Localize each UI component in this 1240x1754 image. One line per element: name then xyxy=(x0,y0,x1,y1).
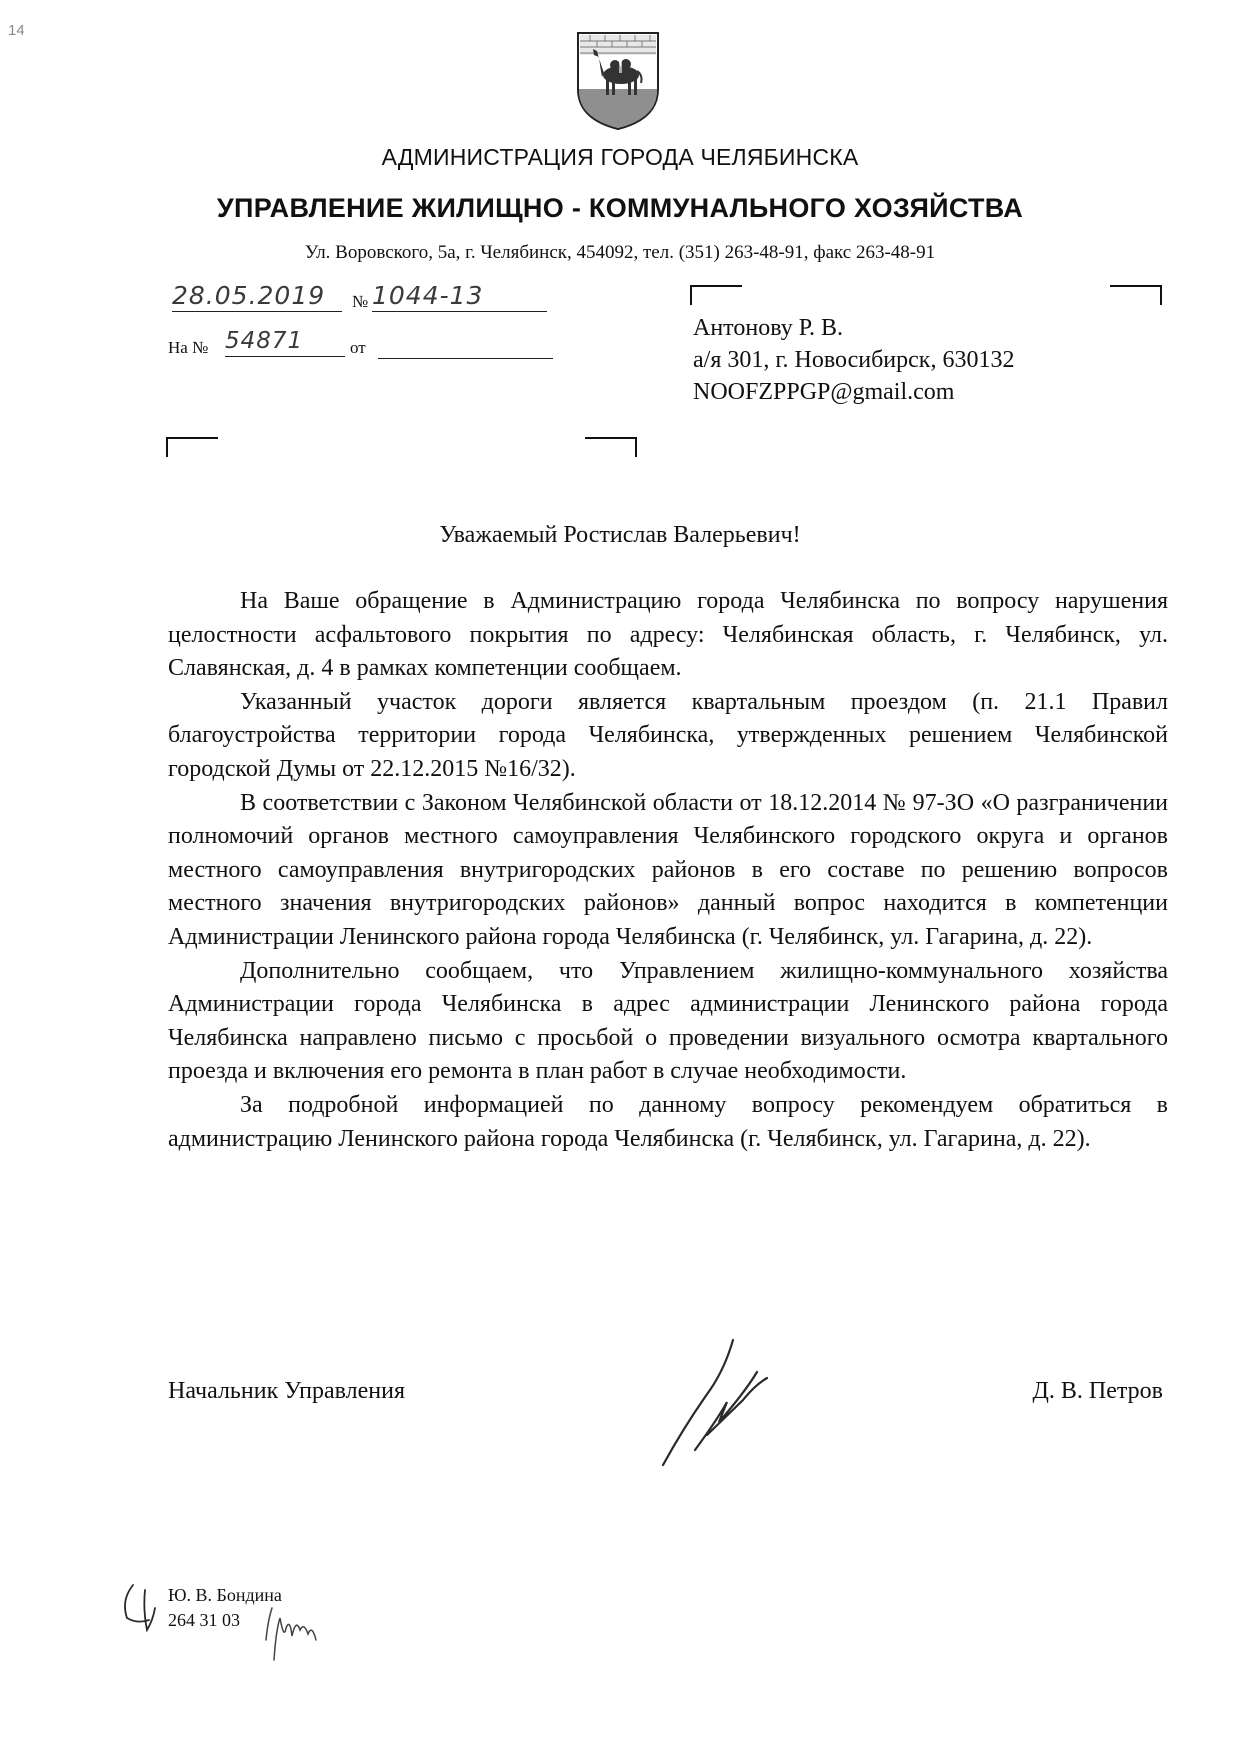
body-paragraph: На Ваше обращение в Администрацию города Челябинска по вопросу нарушения целостности асфальтового покрытия по адресу: Челябинская область, г. Челябинск, ул. Славянская, д. 4 в рамках компетенции сообщаем. xyxy=(168,588,1168,682)
outgoing-number: 1044-13 xyxy=(372,281,547,312)
body-paragraph: За подробной информацией по данному вопросу рекомендуем обратиться в администрацию Ленинского района города Челябинска (г. Челябинск, ул. Гагарина, д. 22). xyxy=(168,1091,1168,1152)
recipient-address: а/я 301, г. Новосибирск, 630132 xyxy=(693,347,1015,373)
outgoing-date: 28.05.2019 xyxy=(172,281,342,312)
recipient-email: NOOFZPPGP@gmail.com xyxy=(693,379,955,405)
address-bracket-top-left xyxy=(690,285,742,305)
page-corner-note: 14 xyxy=(8,22,25,39)
note-bracket-right xyxy=(585,437,637,457)
body-paragraph: Дополнительно сообщаем, что Управлением жилищно-коммунального хозяйства Администрации города Челябинска в адрес администрации Ленинского района города Челябинска направлено письмо с просьбой о проведении визуального осмотра квартального проезда и включения его ремонта в план работ в случае необходимости. xyxy=(168,957,1168,1085)
incoming-date xyxy=(378,330,553,359)
address-bracket-top-right xyxy=(1110,285,1162,305)
signatory-title: Начальник Управления xyxy=(168,1378,405,1404)
department-address: Ул. Воровского, 5а, г. Челябинск, 454092, тел. (351) 263-48-91, факс 263-48-91 xyxy=(304,242,936,263)
letter-body xyxy=(168,585,1168,1156)
recipient-name: Антонову Р. В. xyxy=(693,315,844,341)
incoming-number: 54871 xyxy=(225,328,345,357)
department-name: УПРАВЛЕНИЕ ЖИЛИЩНО - КОММУНАЛЬНОГО ХОЗЯЙСТВА xyxy=(216,193,1024,223)
salutation: Уважаемый Ростислав Валерьевич! xyxy=(439,522,801,548)
organization-name: АДМИНИСТРАЦИЯ ГОРОДА ЧЕЛЯБИНСКА xyxy=(381,144,859,170)
recipient-block xyxy=(693,312,1014,408)
executor-signature xyxy=(262,1600,332,1670)
note-bracket-left xyxy=(166,437,218,457)
body-paragraph: Указанный участок дороги является квартальным проездом (п. 21.1 Правил благоустройства территории города Челябинска, утвержденных решением Челябинской городской Думы от 22.12.2015 №16/32). xyxy=(168,688,1168,782)
chelyabinsk-emblem xyxy=(575,27,661,131)
incoming-number-label: На № xyxy=(168,338,209,357)
signatory-name: Д. В. Петров xyxy=(1032,1378,1163,1404)
executor-name: Ю. В. Бондина xyxy=(168,1585,282,1605)
executor-phone: 264 31 03 xyxy=(168,1610,240,1630)
incoming-from-label: от xyxy=(350,338,366,357)
executor-initials-mark xyxy=(115,1580,165,1650)
outgoing-number-label: № xyxy=(352,292,369,311)
body-paragraph: В соответствии с Законом Челябинской области от 18.12.2014 № 97-ЗО «О разграничении полномочий органов местного самоуправления Челябинского городского округа и органов местного самоуправления внутригородских районов в его составе по решению вопросов местного значения внутригородских районов» данный вопрос находится в компетенции Администрации Ленинского района города Челябинска (г. Челябинск, ул. Гагарина, д. 22). xyxy=(168,789,1168,950)
